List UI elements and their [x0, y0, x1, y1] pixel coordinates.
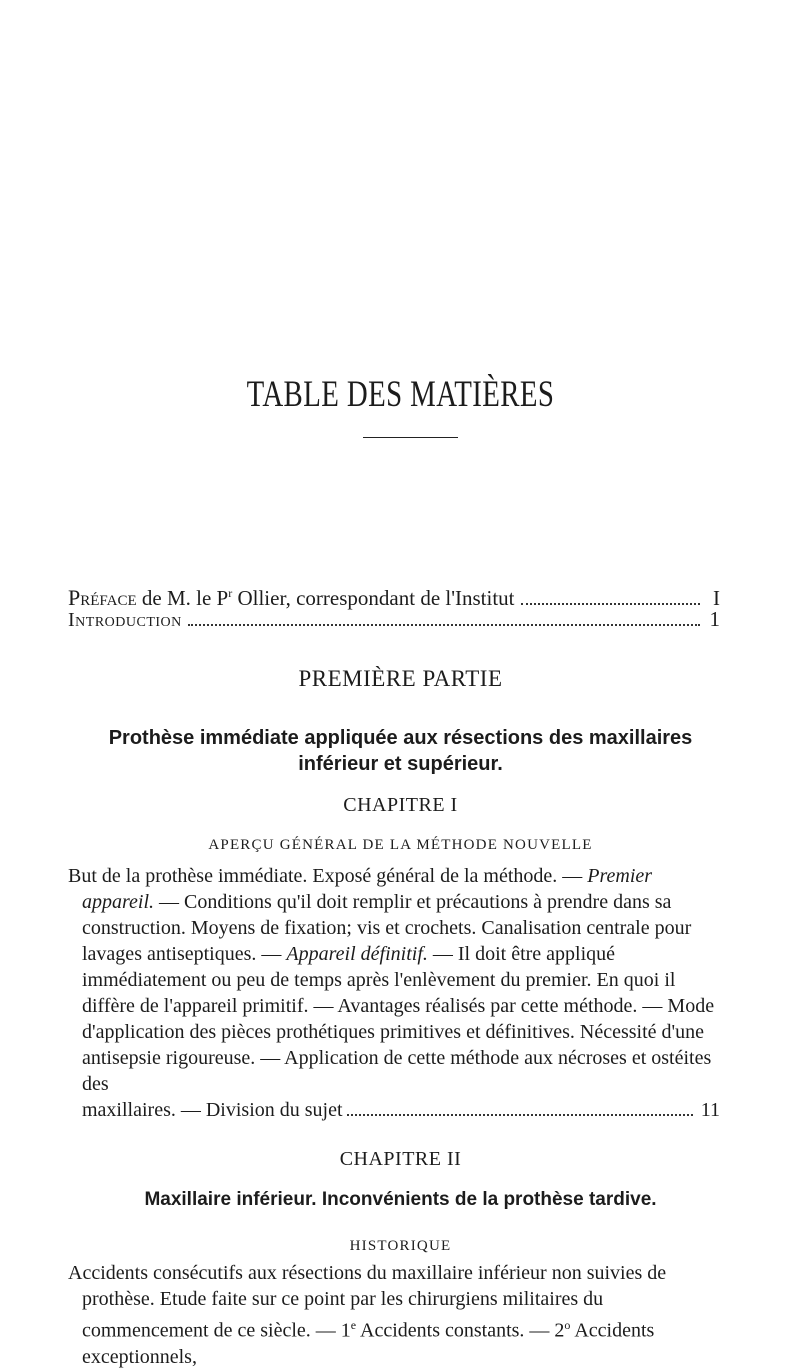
summary-text: Accidents exceptionnels, — [82, 1319, 655, 1368]
toc-entry-label: Introduction — [68, 609, 182, 631]
summary-italic: Appareil définitif. — [286, 943, 428, 965]
toc-entry-lead: Préface — [68, 585, 137, 610]
chapter-1-heading: APERÇU GÉNÉRAL DE LA MÉTHODE NOUVELLE — [208, 837, 593, 853]
summary-text: But de la prothèse immédiate. Exposé général de la méthode. — — [68, 865, 588, 887]
toc-page-number: I — [713, 586, 720, 610]
summary-text: Accidents constants. — 2 — [356, 1319, 565, 1342]
summary-italic: Premier appareil. — [82, 865, 653, 913]
summary-text: maxillaires. — Division du sujet — [82, 1099, 343, 1121]
leader-dots — [347, 1114, 693, 1116]
summary-last-line — [68, 1097, 720, 1123]
summary-sup: o — [564, 1318, 571, 1332]
page-title: TABLE DES MATIÈRES — [246, 374, 555, 415]
summary-text: — Conditions qu'il doit remplir et précautions à prendre dans sa construction. Moyens de fixation; vis et crochets. Canalisation centrale pour lavages antiseptiques. — — [82, 891, 692, 965]
summary-text: — Il doit être appliqué immédiatement ou peu de temps après l'enlèvement du premier. En quoi il diffère de l'appareil primitif. — Avantages réalisés par cette méthode. — Mode d'application des pièces prothétiques primitives et définitives. Nécessité d'une antisepsie rigoureuse. — Application de cette méthode aux nécroses et ostéites des — [82, 943, 715, 1095]
part-title: PREMIÈRE PARTIE — [298, 666, 503, 691]
chapter-1-title: CHAPITRE I — [343, 794, 458, 816]
toc-page-number: 1 — [709, 607, 720, 631]
part-subtitle-line-1: Prothèse immédiate appliquée aux résections des maxillaires — [108, 727, 693, 749]
part-subtitle-line-2: inférieur et supérieur. — [298, 753, 503, 775]
leader-dots — [188, 624, 700, 626]
toc-entry-preface — [68, 579, 720, 610]
summary-sup: e — [350, 1318, 357, 1332]
summary-text: Accidents consécutifs aux résections du maxillaire inférieur non suivies de prothèse. Etude faite sur ce point par les chirurgiens militaires du commencement de ce siècle. — 1 — [68, 1262, 667, 1342]
toc-entry-sup: r — [228, 586, 233, 600]
chapter-2-title: CHAPITRE II — [339, 1148, 462, 1170]
toc-entry-text: de M. le P — [136, 586, 229, 610]
toc-page-number: 11 — [700, 1099, 720, 1121]
chapter-2-subtitle: Maxillaire inférieur. Inconvénients de la prothèse tardive. — [144, 1189, 657, 1210]
chapter-2-heading: HISTORIQUE — [349, 1238, 452, 1254]
chapter-1-summary — [68, 863, 720, 1123]
chapter-2-summary — [68, 1260, 720, 1370]
toc-entry-introduction — [68, 605, 720, 633]
toc-entry-text-2: Ollier, correspondant de l'Institut — [232, 586, 515, 610]
title-divider — [363, 437, 458, 438]
